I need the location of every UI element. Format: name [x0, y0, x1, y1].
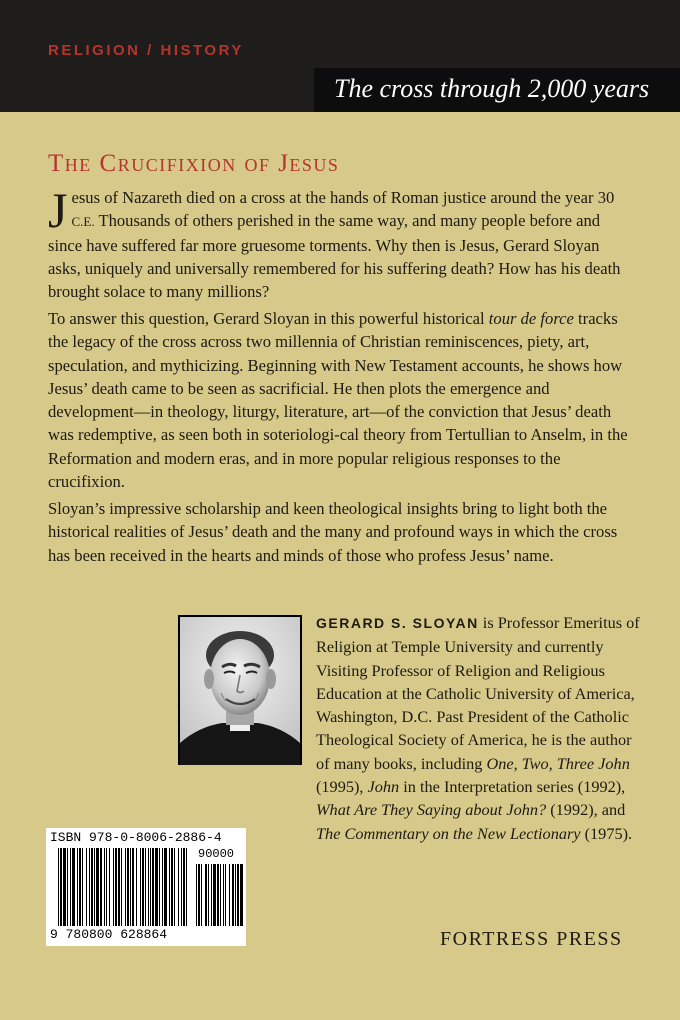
- barcode-bar: [60, 848, 62, 926]
- barcode-bar: [181, 848, 182, 926]
- author-bio: [316, 611, 646, 845]
- barcode-bar: [94, 848, 95, 926]
- barcode-bar: [150, 848, 151, 926]
- barcode-bar: [162, 848, 163, 926]
- addon-digits: 90000: [198, 847, 235, 861]
- barcode-bar: [132, 848, 134, 926]
- addon-bar: [232, 864, 234, 926]
- barcode-bar: [142, 848, 144, 926]
- addon-bar: [220, 864, 221, 926]
- addon-bar: [225, 864, 226, 926]
- addon-bar: [201, 864, 202, 926]
- barcode-bar: [77, 848, 78, 926]
- barcode-bar: [169, 848, 170, 926]
- addon-bar: [208, 864, 209, 926]
- barcode-bar: [159, 848, 160, 926]
- author-photo: [178, 615, 302, 765]
- barcode-bar: [70, 848, 71, 926]
- barcode-bar: [104, 848, 105, 926]
- addon-bar: [223, 864, 224, 926]
- barcode-bar: [136, 848, 137, 926]
- barcode-bar: [125, 848, 126, 926]
- barcode-bar: [82, 848, 83, 926]
- barcode-bar: [118, 848, 120, 926]
- bio-book-4: The Commentary on the New Lectionary: [316, 823, 581, 843]
- isbn-label: ISBN 978-0-8006-2886-4: [50, 830, 222, 845]
- barcode-bar: [96, 848, 99, 926]
- ean-digits: 9 780800 628864: [50, 927, 168, 942]
- addon-bar: [205, 864, 207, 926]
- addon-bar: [198, 864, 200, 926]
- bio-book-2: John: [367, 777, 400, 797]
- addon-bar: [196, 864, 197, 926]
- bio-text-1: is Professor Emeritus of Religion at Temple University and currently Visiting Professor of Religion and Religious Education at the Catholic University of America, Washington, D.C. Past President of the Catholic Theological Society of America, he is the author of many books, including: [316, 613, 640, 773]
- barcode-bar: [121, 848, 122, 926]
- description-paragraph-3: Sloyan’s impressive scholarship and keen theological insights bring to light both the historical realities of Jesus’ death and the many and profound ways in which the cross has been received in the hearts and minds of those who profess Jesus’ name.: [48, 499, 618, 565]
- barcode-bar: [113, 848, 114, 926]
- bio-book-3: What Are They Saying about John?: [316, 800, 547, 820]
- addon-bar: [211, 864, 212, 926]
- addon-bar: [229, 864, 230, 926]
- barcode-bar: [186, 848, 187, 926]
- bio-text-4: (1992), and: [546, 800, 626, 820]
- bio-text-2: (1995),: [316, 777, 368, 797]
- barcode-bar: [130, 848, 131, 926]
- category-label: RELIGION / HISTORY: [48, 42, 244, 59]
- author-name: GERARD S. SLOYAN: [316, 615, 479, 631]
- p2-text-a: To answer this question, Gerard Sloyan in this powerful historical: [48, 309, 489, 328]
- barcode-bar: [72, 848, 75, 926]
- addon-bar: [213, 864, 216, 926]
- barcode-bar: [63, 848, 66, 926]
- barcode-bar: [127, 848, 129, 926]
- barcode-bar: [106, 848, 107, 926]
- addon-bar: [240, 864, 243, 926]
- barcode-bar: [148, 848, 149, 926]
- p2-italic: tour de force: [488, 309, 574, 328]
- barcode-bar: [89, 848, 90, 926]
- p1-text-b: Thousands of others perished in the same way, and many people before and since have suffered far more gruesome torments. Why then is Jesus, Gerard Sloyan asks, uniquely and universally remembered for his suffering death? How has his death brought solace to many millions?: [48, 211, 621, 302]
- barcode-bar: [171, 848, 173, 926]
- bio-text-5: (1975).: [580, 823, 633, 843]
- barcode-bar: [86, 848, 87, 926]
- barcode-bar: [164, 848, 167, 926]
- addon-bar: [237, 864, 239, 926]
- p2-text-b: tracks the legacy of the cross across two millennia of Christian reminiscences, piety, art, speculation, and mythicizing. Beginning with New Testament accounts, he shows how Jesus’ death came to be seen as sacrificial. He then plots the emergence and development—in theology, liturgy, literature, art—of the conviction that Jesus’ death was redemptive, as seen both in soteriologi-cal theory from Tertullian to Anselm, in the Reformation and modern eras, and in more popular religious responses to the crucifixion.: [48, 309, 628, 492]
- drop-cap: J: [48, 182, 68, 238]
- barcode-bar: [152, 848, 154, 926]
- addon-bar: [217, 864, 219, 926]
- p1-text-a: esus of Nazareth died on a cross at the hands of Roman justice around the year 30: [71, 188, 615, 207]
- barcode-bar: [109, 848, 110, 926]
- description-paragraph-1: [48, 182, 628, 303]
- barcode-bar: [174, 848, 175, 926]
- barcode-bar: [115, 848, 117, 926]
- barcode-bar: [91, 848, 93, 926]
- barcode-bar: [145, 848, 146, 926]
- book-title: The Crucifixion of Jesus: [48, 150, 340, 177]
- barcode-bar: [140, 848, 141, 926]
- isbn-barcode: [46, 828, 246, 946]
- tagline-banner: The cross through 2,000 years: [314, 68, 680, 112]
- barcode-bar: [67, 848, 68, 926]
- barcode-bar: [100, 848, 102, 926]
- description-paragraph-2: [48, 307, 628, 493]
- barcode-bar: [178, 848, 179, 926]
- bio-book-1: One, Two, Three John: [486, 753, 630, 773]
- p1-era: C.E.: [71, 214, 95, 230]
- barcode-bar: [58, 848, 59, 926]
- barcode-bar: [155, 848, 158, 926]
- publisher-name: FORTRESS PRESS: [440, 928, 623, 950]
- barcode-bar: [79, 848, 81, 926]
- bio-text-3: in the Interpretation series (1992),: [399, 777, 626, 797]
- addon-bar: [235, 864, 236, 926]
- barcode-bar: [183, 848, 185, 926]
